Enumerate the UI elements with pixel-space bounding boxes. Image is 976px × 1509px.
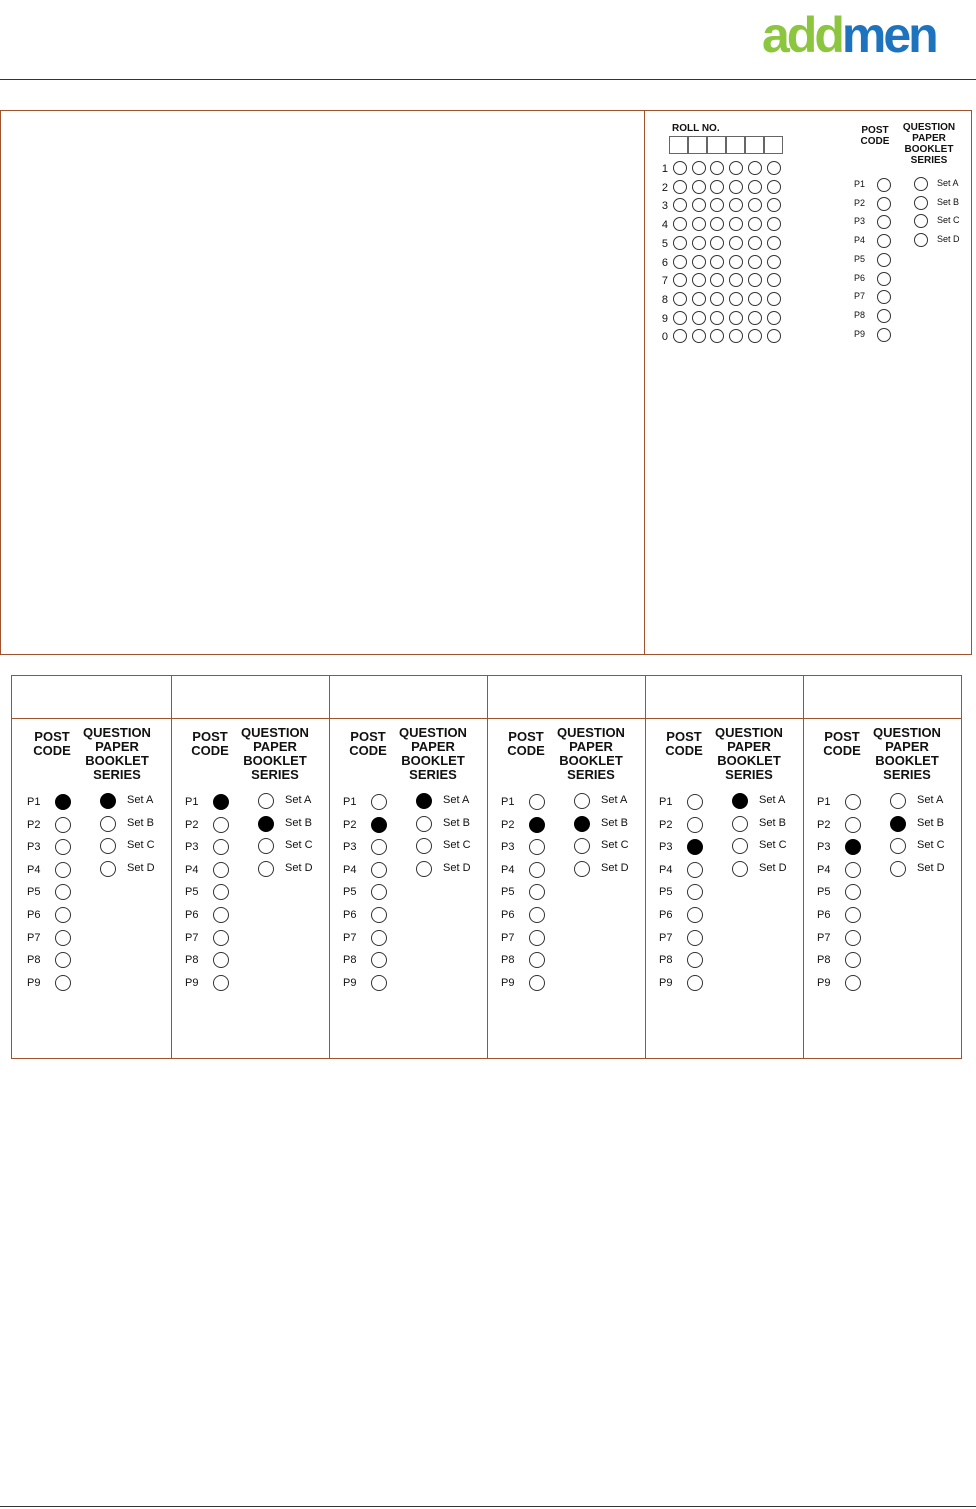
panel-series-label: Set D: [127, 861, 155, 874]
roll-digit-box: [688, 136, 707, 154]
panel-post-code-label: P8: [27, 954, 41, 967]
panel-post-code-label: P5: [659, 886, 673, 899]
panel-series-label: Set C: [127, 839, 155, 852]
roll-bubble[interactable]: [673, 180, 687, 194]
roll-bubble[interactable]: [673, 255, 687, 269]
panel-post-code-label: P5: [343, 886, 357, 899]
panel-divider: [645, 676, 646, 1058]
panel-series-label: Set A: [285, 794, 312, 806]
panel-post-code-bubble[interactable]: [371, 794, 387, 810]
roll-bubble[interactable]: [692, 329, 706, 343]
post-code-heading-line: POST: [508, 729, 544, 744]
series-heading-line: QUESTION: [557, 725, 625, 740]
panel-series-bubble[interactable]: [258, 793, 274, 809]
post-code-heading-line: POST: [350, 729, 386, 744]
roll-digit-label: 4: [661, 219, 668, 232]
post-code-bubble[interactable]: [877, 272, 891, 286]
panel-post-code-bubble[interactable]: [55, 862, 71, 878]
roll-bubble[interactable]: [710, 255, 724, 269]
roll-digit-label: 1: [661, 163, 668, 175]
post-code-heading-line: POST: [666, 729, 702, 744]
panel-post-code-label: P3: [817, 841, 831, 854]
panel-series-label: Set A: [601, 794, 628, 806]
post-code-heading-line: CODE: [860, 136, 890, 147]
series-heading-line: SERIES: [567, 767, 615, 782]
roll-bubble[interactable]: [767, 198, 781, 212]
panel-post-code-label: P1: [659, 796, 673, 808]
panel-post-code-bubble[interactable]: [687, 930, 703, 946]
series-label: Set C: [937, 215, 960, 226]
panel-series-bubble-filled[interactable]: [890, 816, 906, 832]
logo-men-text: men: [841, 7, 936, 62]
panel-series-label: Set B: [127, 816, 154, 829]
panel-post-code-bubble[interactable]: [529, 794, 545, 810]
roll-digit-box: [764, 136, 783, 154]
panel-series-bubble[interactable]: [574, 793, 590, 809]
panel-post-code-label: P1: [185, 796, 199, 808]
roll-bubble[interactable]: [729, 255, 743, 269]
panel-post-code-label: P2: [817, 818, 831, 831]
post-code-heading-line: CODE: [507, 743, 545, 758]
roll-bubble[interactable]: [673, 217, 687, 231]
roll-bubble[interactable]: [692, 236, 706, 250]
series-heading-line: QUESTION: [241, 725, 309, 740]
panel-post-code-bubble[interactable]: [371, 975, 387, 991]
panel-series-label: Set C: [443, 839, 471, 852]
roll-digit-label: 7: [661, 275, 668, 288]
roll-digit-label: 0: [661, 331, 668, 344]
panel-post-code-bubble[interactable]: [845, 975, 861, 991]
post-code-label: P5: [854, 253, 866, 264]
panel-series-label: Set C: [917, 839, 945, 852]
roll-no-title: ROLL NO.: [672, 123, 720, 134]
panel-post-code-bubble[interactable]: [845, 817, 861, 833]
panel-series-label: Set B: [917, 816, 944, 829]
panel-post-code-label: P7: [817, 931, 831, 944]
panel-series-label: Set D: [601, 861, 629, 874]
panel-post-code-bubble[interactable]: [687, 794, 703, 810]
panel-post-code-bubble-filled[interactable]: [529, 817, 545, 833]
roll-number-sheet: [0, 110, 972, 655]
panel-series-heading: [709, 726, 789, 782]
roll-bubble[interactable]: [748, 292, 762, 306]
panel-post-code-label: P2: [27, 818, 41, 831]
panel-post-code-label: P8: [817, 954, 831, 967]
roll-bubble[interactable]: [748, 329, 762, 343]
post-code-bubble[interactable]: [877, 309, 891, 323]
panel-series-label: Set A: [443, 794, 470, 806]
roll-bubble[interactable]: [673, 311, 687, 325]
panel-series-label: Set A: [127, 794, 154, 806]
panel-post-code-label: P9: [27, 976, 41, 989]
panel-post-code-heading: [502, 730, 550, 758]
panel-post-code-label: P6: [27, 909, 41, 921]
series-heading-line: SERIES: [725, 767, 773, 782]
roll-bubble[interactable]: [692, 217, 706, 231]
roll-bubble[interactable]: [767, 311, 781, 325]
series-heading-line: PAPER: [411, 739, 455, 754]
roll-digit-label: 3: [661, 200, 668, 213]
panel-post-code-label: P3: [185, 841, 199, 854]
series-heading-line: BOOKLET: [875, 753, 939, 768]
panel-post-code-heading: [186, 730, 234, 758]
panel-post-code-bubble[interactable]: [529, 975, 545, 991]
post-code-bubble[interactable]: [877, 253, 891, 267]
panel-post-code-label: P9: [501, 976, 515, 989]
series-heading-line: QUESTION: [83, 725, 151, 740]
series-heading-line: PAPER: [885, 739, 929, 754]
panel-post-code-bubble[interactable]: [529, 907, 545, 923]
roll-bubble[interactable]: [692, 161, 706, 175]
roll-bubble[interactable]: [710, 311, 724, 325]
panel-post-code-heading: [818, 730, 866, 758]
panel-post-code-label: P4: [343, 863, 357, 876]
panel-post-code-label: P3: [27, 841, 41, 854]
roll-bubble[interactable]: [729, 311, 743, 325]
panel-series-bubble-filled[interactable]: [258, 816, 274, 832]
series-heading-line: BOOKLET: [559, 753, 623, 768]
panel-post-code-label: P7: [343, 931, 357, 944]
svg-text:addmen: [762, 7, 936, 62]
panel-post-code-bubble[interactable]: [213, 817, 229, 833]
panel-post-code-bubble[interactable]: [213, 907, 229, 923]
post-code-label: P8: [854, 309, 866, 320]
panel-divider: [803, 676, 804, 1058]
panel-series-label: Set D: [917, 861, 945, 874]
panel-post-code-label: P9: [817, 976, 831, 989]
series-heading: [896, 122, 962, 166]
roll-digit-label: 8: [661, 293, 668, 306]
panel-post-code-label: P1: [501, 796, 515, 808]
post-code-label: P7: [854, 291, 866, 302]
post-code-label: P9: [854, 328, 866, 339]
panel-post-code-bubble[interactable]: [687, 817, 703, 833]
panel-post-code-bubble-filled[interactable]: [213, 794, 229, 810]
panel-post-code-label: P4: [185, 863, 199, 876]
series-heading-line: QUESTION: [715, 725, 783, 740]
roll-digit-box: [707, 136, 726, 154]
roll-digit-label: 2: [661, 181, 668, 194]
post-code-bubble[interactable]: [877, 234, 891, 248]
panel-post-code-bubble[interactable]: [687, 862, 703, 878]
roll-digit-label: 9: [661, 312, 668, 325]
panel-series-label: Set C: [759, 839, 787, 852]
roll-bubble[interactable]: [767, 329, 781, 343]
panel-post-code-label: P3: [501, 841, 515, 854]
roll-bubble[interactable]: [767, 236, 781, 250]
series-heading-line: PAPER: [95, 739, 139, 754]
post-code-bubble[interactable]: [877, 328, 891, 342]
panel-divider: [329, 676, 330, 1058]
roll-digit-box: [745, 136, 764, 154]
logo-add-text: add: [762, 7, 842, 62]
post-code-heading-line: CODE: [349, 743, 387, 758]
series-bubble[interactable]: [914, 233, 928, 247]
panel-series-label: Set B: [285, 816, 312, 829]
roll-digit-box: [669, 136, 688, 154]
series-bubble[interactable]: [914, 177, 928, 191]
roll-bubble[interactable]: [767, 161, 781, 175]
panel-post-code-label: P4: [817, 863, 831, 876]
panel-post-code-label: P3: [343, 841, 357, 854]
panel-post-code-label: P7: [185, 931, 199, 944]
panel-post-code-label: P2: [501, 818, 515, 831]
panel-post-code-bubble[interactable]: [55, 907, 71, 923]
roll-bubble[interactable]: [748, 273, 762, 287]
post-code-heading-line: CODE: [33, 743, 71, 758]
panel-post-code-bubble[interactable]: [845, 794, 861, 810]
series-heading-line: BOOKLET: [904, 144, 954, 155]
post-code-label: P2: [854, 197, 866, 208]
panel-series-bubble-filled[interactable]: [416, 793, 432, 809]
panel-post-code-bubble[interactable]: [55, 930, 71, 946]
post-code-heading-line: CODE: [191, 743, 229, 758]
series-bubble[interactable]: [914, 196, 928, 210]
series-heading-line: QUESTION: [873, 725, 941, 740]
panel-divider: [487, 676, 488, 1058]
panel-series-label: Set B: [601, 816, 628, 829]
panel-post-code-label: P8: [185, 954, 199, 967]
panel-post-code-bubble[interactable]: [529, 862, 545, 878]
panel-series-label: Set B: [759, 816, 786, 829]
panel-post-code-bubble[interactable]: [213, 862, 229, 878]
roll-bubble[interactable]: [673, 161, 687, 175]
series-heading-line: SERIES: [910, 155, 948, 166]
roll-bubble[interactable]: [748, 217, 762, 231]
series-heading-line: QUESTION: [399, 725, 467, 740]
panel-series-bubble-filled[interactable]: [732, 793, 748, 809]
roll-bubble[interactable]: [748, 311, 762, 325]
panel-post-code-label: P4: [501, 863, 515, 876]
panel-series-label: Set D: [285, 861, 313, 874]
roll-bubble[interactable]: [729, 161, 743, 175]
panel-post-code-label: P8: [343, 954, 357, 967]
series-label: Set B: [937, 196, 960, 207]
post-code-bubble[interactable]: [877, 178, 891, 192]
panel-series-bubble[interactable]: [732, 861, 748, 877]
roll-bubble[interactable]: [748, 161, 762, 175]
post-code-heading-line: POST: [192, 729, 228, 744]
panel-post-code-bubble[interactable]: [371, 907, 387, 923]
panel-post-code-label: P5: [27, 886, 41, 899]
post-code-heading-line: POST: [824, 729, 860, 744]
panel-post-code-label: P2: [185, 818, 199, 831]
roll-bubble[interactable]: [673, 236, 687, 250]
panel-post-code-bubble[interactable]: [687, 975, 703, 991]
series-heading-line: PAPER: [912, 133, 946, 144]
series-heading-line: SERIES: [93, 767, 141, 782]
series-heading-line: BOOKLET: [401, 753, 465, 768]
panel-post-code-heading: [28, 730, 76, 758]
post-code-heading-line: POST: [34, 729, 70, 744]
roll-bubble[interactable]: [767, 255, 781, 269]
panel-post-code-label: P1: [817, 796, 831, 808]
roll-bubble[interactable]: [673, 292, 687, 306]
panel-post-code-bubble[interactable]: [55, 975, 71, 991]
header-rule: [0, 79, 976, 80]
panel-series-bubble[interactable]: [258, 861, 274, 877]
panel-post-code-label: P3: [659, 841, 673, 854]
panel-post-code-bubble[interactable]: [529, 930, 545, 946]
panel-post-code-label: P4: [659, 863, 673, 876]
panel-series-bubble[interactable]: [100, 861, 116, 877]
series-heading-line: BOOKLET: [243, 753, 307, 768]
panel-post-code-label: P2: [659, 818, 673, 831]
roll-bubble[interactable]: [692, 255, 706, 269]
panel-post-code-bubble[interactable]: [371, 930, 387, 946]
panel-post-code-label: P1: [27, 796, 41, 808]
panel-post-code-heading: [660, 730, 708, 758]
panel-series-label: Set D: [759, 861, 787, 874]
post-code-heading-line: CODE: [823, 743, 861, 758]
panel-post-code-label: P9: [343, 976, 357, 989]
panel-post-code-label: P6: [659, 909, 673, 921]
panel-post-code-bubble-filled[interactable]: [371, 817, 387, 833]
panel-post-code-bubble[interactable]: [55, 817, 71, 833]
addmen-logo: [762, 6, 962, 62]
panel-post-code-label: P6: [185, 909, 199, 921]
panel-series-label: Set C: [285, 839, 313, 852]
panel-series-heading: [393, 726, 473, 782]
panel-series-bubble[interactable]: [890, 861, 906, 877]
panel-series-label: Set D: [443, 861, 471, 874]
panel-post-code-label: P6: [343, 909, 357, 921]
series-heading-line: QUESTION: [902, 122, 956, 133]
panel-post-code-bubble[interactable]: [845, 907, 861, 923]
panel-post-code-label: P8: [659, 954, 673, 967]
series-heading-line: SERIES: [883, 767, 931, 782]
roll-bubble[interactable]: [729, 292, 743, 306]
panel-series-bubble[interactable]: [890, 793, 906, 809]
panel-series-bubble[interactable]: [416, 861, 432, 877]
panel-post-code-label: P5: [817, 886, 831, 899]
panel-post-code-bubble[interactable]: [845, 930, 861, 946]
series-heading-line: BOOKLET: [717, 753, 781, 768]
roll-digit-box: [726, 136, 745, 154]
roll-bubble[interactable]: [692, 273, 706, 287]
panel-series-label: Set B: [443, 816, 470, 829]
panel-post-code-label: P9: [185, 976, 199, 989]
panel-series-label: Set A: [917, 794, 944, 806]
panel-post-code-label: P5: [501, 886, 515, 899]
series-heading-line: PAPER: [727, 739, 771, 754]
post-code-heading: [852, 125, 898, 147]
post-code-heading-line: CODE: [665, 743, 703, 758]
roll-bubble[interactable]: [767, 273, 781, 287]
roll-bubble[interactable]: [748, 236, 762, 250]
roll-bubble[interactable]: [710, 180, 724, 194]
panel-post-code-label: P5: [185, 886, 199, 899]
roll-bubble[interactable]: [692, 311, 706, 325]
panel-series-heading: [551, 726, 631, 782]
panel-series-heading: [867, 726, 947, 782]
panel-post-code-bubble[interactable]: [213, 975, 229, 991]
roll-bubble[interactable]: [729, 180, 743, 194]
roll-bubble[interactable]: [692, 180, 706, 194]
post-code-label: P4: [854, 235, 866, 246]
panel-series-bubble[interactable]: [100, 816, 116, 832]
roll-bubble[interactable]: [748, 255, 762, 269]
series-heading-line: PAPER: [569, 739, 613, 754]
series-heading-line: SERIES: [251, 767, 299, 782]
panel-post-code-label: P7: [659, 931, 673, 944]
panel-divider: [171, 676, 172, 1058]
panel-series-heading: [77, 726, 157, 782]
roll-bubble[interactable]: [767, 180, 781, 194]
panel-series-bubble[interactable]: [732, 816, 748, 832]
series-label: Set A: [937, 178, 959, 188]
panel-post-code-label: P7: [27, 931, 41, 944]
panel-series-bubble-filled[interactable]: [100, 793, 116, 809]
post-code-heading-line: POST: [861, 125, 889, 136]
panel-post-code-label: P4: [27, 863, 41, 876]
panel-post-code-label: P6: [501, 909, 515, 921]
panel-post-code-heading: [344, 730, 392, 758]
panel-series-bubble[interactable]: [416, 816, 432, 832]
panel-post-code-bubble[interactable]: [371, 862, 387, 878]
panel-post-code-bubble[interactable]: [845, 862, 861, 878]
panel-post-code-label: P8: [501, 954, 515, 967]
roll-bubble[interactable]: [692, 198, 706, 212]
roll-bubble[interactable]: [767, 217, 781, 231]
post-code-label: P1: [854, 179, 866, 189]
panel-series-label: Set A: [759, 794, 786, 806]
series-heading-line: PAPER: [253, 739, 297, 754]
panel-post-code-label: P6: [817, 909, 831, 921]
panel-post-code-bubble-filled[interactable]: [55, 794, 71, 810]
panel-series-bubble[interactable]: [574, 861, 590, 877]
roll-digit-label: 6: [661, 256, 668, 269]
roll-bubble[interactable]: [767, 292, 781, 306]
panel-post-code-label: P1: [343, 796, 357, 808]
roll-bubble[interactable]: [748, 180, 762, 194]
sheet-divider: [644, 111, 645, 654]
series-label: Set D: [937, 234, 960, 245]
roll-bubble[interactable]: [692, 292, 706, 306]
post-code-label: P6: [854, 272, 866, 283]
roll-bubble[interactable]: [729, 236, 743, 250]
post-code-label: P3: [854, 216, 866, 227]
footer-rule: [0, 1506, 976, 1507]
panel-post-code-label: P9: [659, 976, 673, 989]
roll-digit-label: 5: [661, 237, 668, 250]
panel-post-code-label: P7: [501, 931, 515, 944]
series-heading-line: SERIES: [409, 767, 457, 782]
post-code-bubble[interactable]: [877, 197, 891, 211]
panel-series-label: Set C: [601, 839, 629, 852]
panel-series-heading: [235, 726, 315, 782]
panel-post-code-bubble[interactable]: [213, 930, 229, 946]
panel-post-code-bubble[interactable]: [687, 907, 703, 923]
panel-series-bubble-filled[interactable]: [574, 816, 590, 832]
panel-post-code-label: P2: [343, 818, 357, 831]
series-heading-line: BOOKLET: [85, 753, 149, 768]
